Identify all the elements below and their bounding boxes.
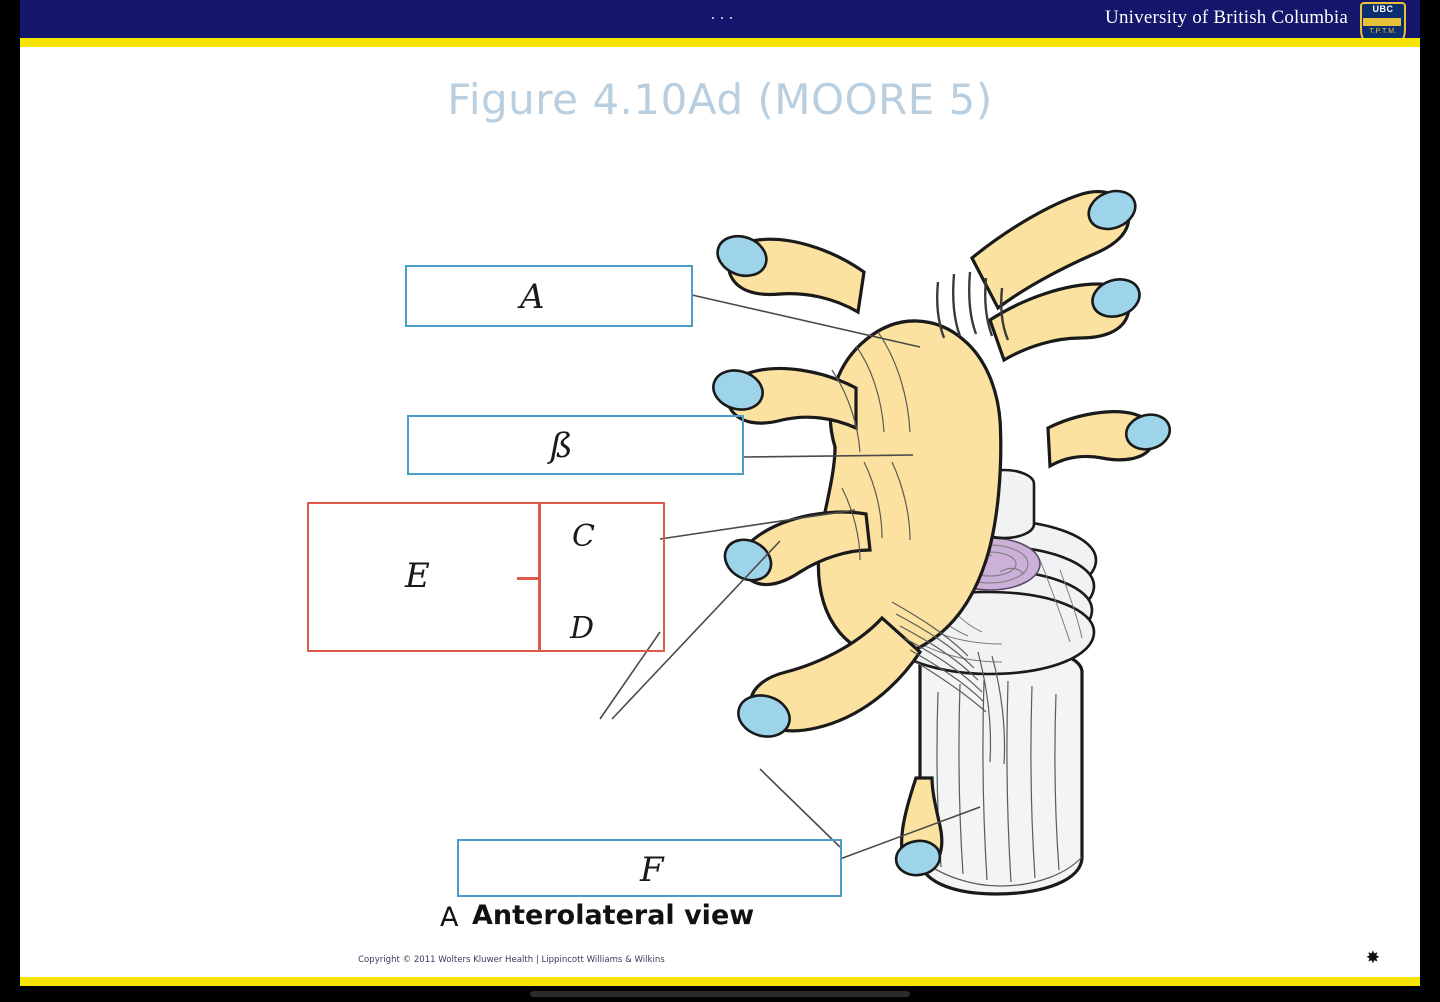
crest-sublabel: T.P.T.M.: [1369, 28, 1397, 35]
answer-box-divider-horizontal: [517, 577, 539, 580]
answer-box-a[interactable]: [405, 265, 693, 327]
answer-letter-f: F: [640, 850, 664, 890]
accent-rule-top: [20, 38, 1420, 47]
answer-box-b[interactable]: [407, 415, 744, 475]
decorative-mark-icon: ✸: [1365, 948, 1380, 967]
accent-rule-bottom: [20, 977, 1420, 986]
slide-canvas: [20, 47, 1420, 986]
progress-bar[interactable]: [530, 991, 910, 997]
answer-letter-d: D: [570, 611, 595, 646]
university-name: University of British Columbia: [1105, 7, 1348, 28]
caption-text: Anterolateral view: [472, 900, 755, 931]
answer-box-e[interactable]: [307, 502, 665, 652]
answer-letter-c: C: [572, 519, 595, 554]
vertebra-illustration: [620, 132, 1180, 922]
caption-marker: A: [440, 902, 459, 933]
page-title: Figure 4.10Ad (MOORE 5): [447, 75, 993, 124]
header-bar: [20, 0, 1420, 38]
header-ellipsis: ···: [710, 7, 737, 27]
answer-letter-b: ß: [550, 426, 573, 466]
crest-band: [1363, 18, 1401, 26]
copyright-notice: Copyright © 2011 Wolters Kluwer Health | Lippincott Williams & Wilkins: [358, 955, 665, 965]
answer-letter-a: A: [520, 277, 545, 317]
answer-letter-e: E: [405, 556, 430, 596]
crest-label: UBC: [1372, 4, 1394, 14]
